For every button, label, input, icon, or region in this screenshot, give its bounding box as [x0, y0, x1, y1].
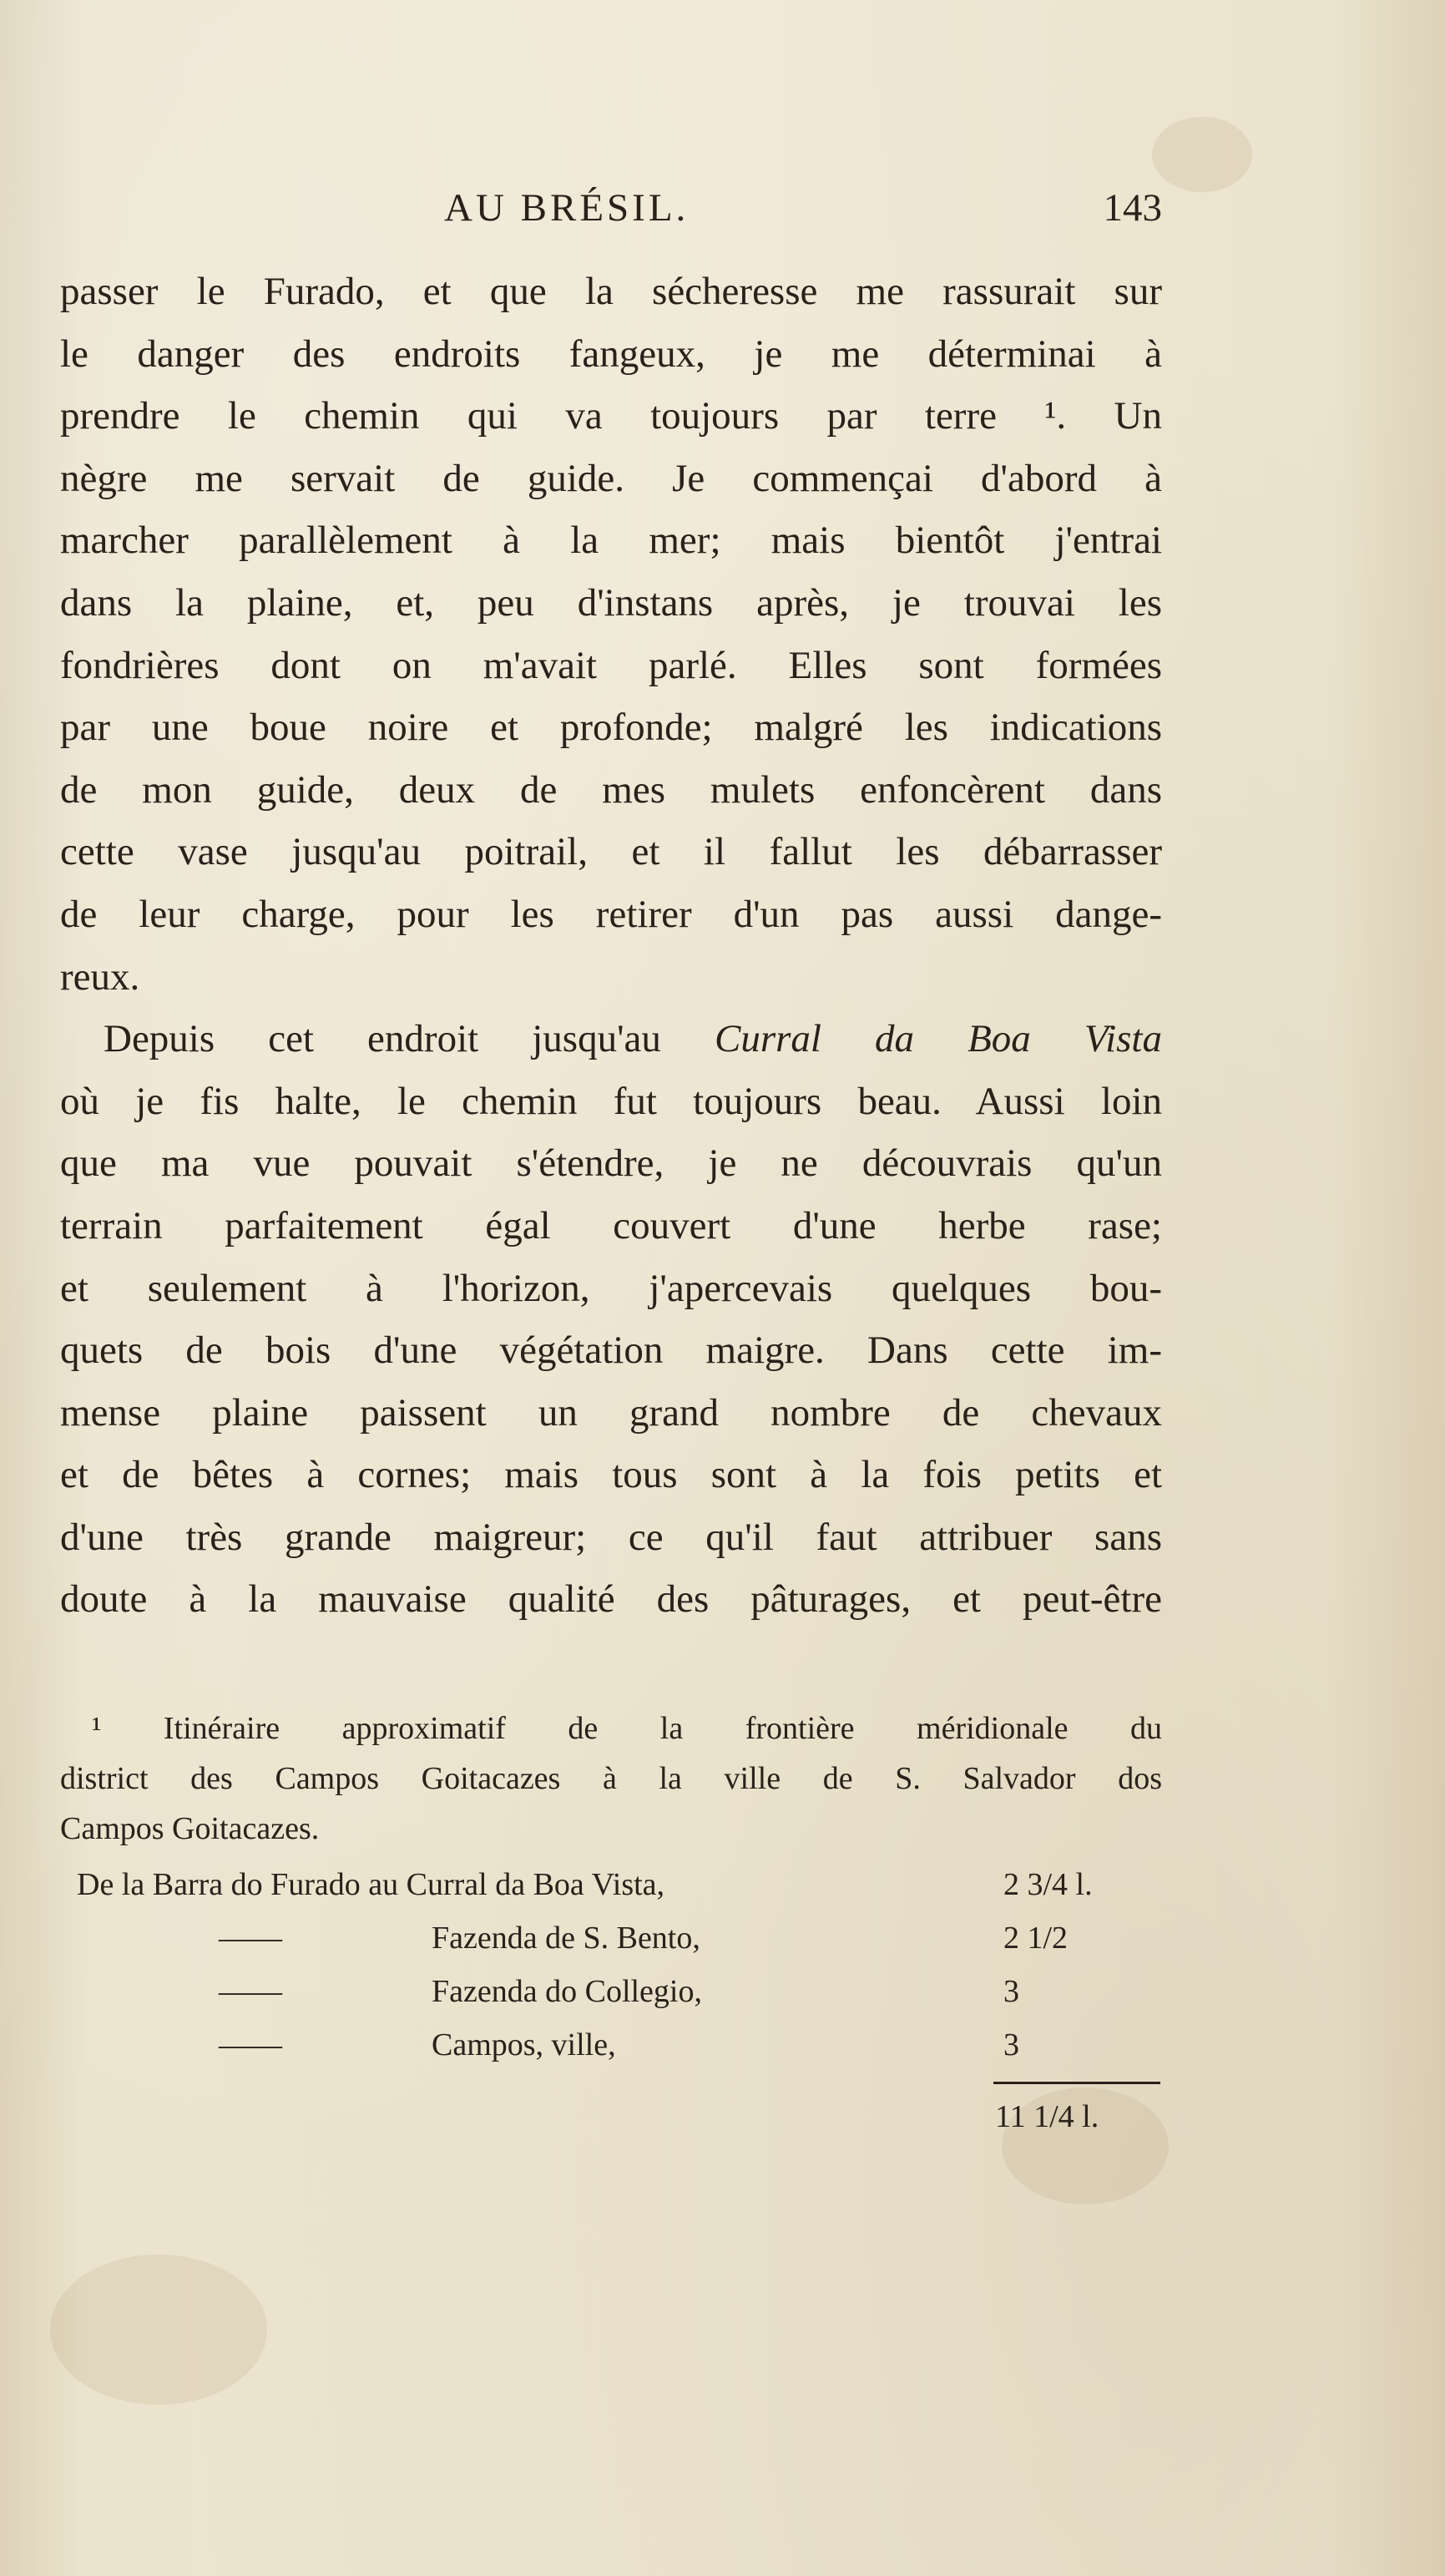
- ditto-dash: ——: [219, 1974, 282, 2009]
- text-line: terrain parfaitement égal couvert d'une herbe rase;: [60, 1203, 1162, 1248]
- itinerary-place: Fazenda do Collegio,: [432, 1974, 702, 2009]
- text-line: reux.: [60, 954, 140, 999]
- text-span: Depuis cet endroit jusqu'au: [104, 1017, 661, 1061]
- text-line: passer le Furado, et que la sécheresse me rassurait sur: [60, 270, 1162, 313]
- text-line: cette vase jusqu'au poitrail, et il fallut les débarrasser: [60, 830, 1162, 874]
- text-line: et seulement à l'horizon, j'apercevais quelques bou-: [60, 1266, 1162, 1310]
- page-header: [60, 185, 1162, 244]
- paper-stain: [50, 2255, 267, 2405]
- itinerary-row: [60, 2018, 1162, 2072]
- sum-rule: [993, 2082, 1160, 2084]
- itinerary-distance: 2 1/2: [1003, 1921, 1069, 1956]
- main-text: [60, 261, 1162, 1631]
- text-line: quets de bois d'une végétation maigre. Dans cette im-: [60, 1328, 1162, 1373]
- itinerary-table: [60, 1858, 1162, 2134]
- text-line: que ma vue pouvait s'étendre, je ne découvrais qu'un: [60, 1141, 1162, 1186]
- ditto-dash: ——: [219, 2027, 282, 2062]
- text-line: marcher parallèlement à la mer; mais bientôt j'entrai: [60, 519, 1162, 563]
- footnote-line: ¹ Itinéraire approximatif de la frontière méridionale du: [92, 1711, 1162, 1746]
- text-line: le danger des endroits fangeux, je me déterminai à: [60, 331, 1162, 376]
- text-line: par une boue noire et profonde; malgré les indications: [60, 706, 1162, 750]
- itinerary-row: [60, 1965, 1162, 2018]
- text-line: où je fis halte, le chemin fut toujours beau. Aussi loin: [60, 1079, 1162, 1123]
- itinerary-distance: 2 3/4 l.: [1003, 1867, 1093, 1902]
- itinerary-row: [60, 1911, 1162, 1965]
- footnote-line: Campos Goitacazes.: [60, 1811, 320, 1846]
- text-line: et de bêtes à cornes; mais tous sont à la fois petits et: [60, 1453, 1162, 1497]
- text-line: prendre le chemin qui va toujours par terre ¹. Un: [60, 394, 1162, 438]
- itinerary-row: [60, 1858, 1162, 1911]
- paragraph-opening-line: [60, 1008, 1162, 1070]
- footnote: [60, 1703, 1162, 1854]
- text-line: doute à la mauvaise qualité des pâturages, et peut-être: [60, 1577, 1162, 1622]
- text-line: d'une très grande maigreur; ce qu'il faut attribuer sans: [60, 1515, 1162, 1559]
- text-line: de leur charge, pour les retirer d'un pas aussi dange-: [60, 892, 1162, 936]
- ditto-dash: ——: [219, 1921, 282, 1956]
- itinerary-place: Campos, ville,: [432, 2027, 616, 2062]
- footnote-line: district des Campos Goitacazes à la ville de S. Salvador dos: [60, 1761, 1162, 1796]
- text-line: mense plaine paissent un grand nombre de chevaux: [60, 1390, 1162, 1435]
- place-name-italic: Curral da Boa Vista: [714, 1017, 1162, 1061]
- text-line: dans la plaine, et, peu d'instans après, je trouvai les: [60, 580, 1162, 625]
- itinerary-place: De la Barra do Furado au Curral da Boa Vista,: [77, 1867, 665, 1902]
- text-line: nègre me servait de guide. Je commençai d'abord à: [60, 456, 1162, 500]
- itinerary-distance: 3: [1003, 1974, 1019, 2009]
- itinerary-place: Fazenda de S. Bento,: [432, 1921, 700, 1956]
- running-head: AU BRÉSIL.: [444, 186, 690, 230]
- page-number: 143: [1103, 186, 1162, 230]
- itinerary-total: 11 1/4 l.: [995, 2099, 1099, 2134]
- text-line: fondrières dont on m'avait parlé. Elles sont formées: [60, 643, 1162, 687]
- paper-stain: [1152, 117, 1252, 192]
- text-line: de mon guide, deux de mes mulets enfoncèrent dans: [60, 767, 1162, 812]
- itinerary-distance: 3: [1003, 2027, 1019, 2062]
